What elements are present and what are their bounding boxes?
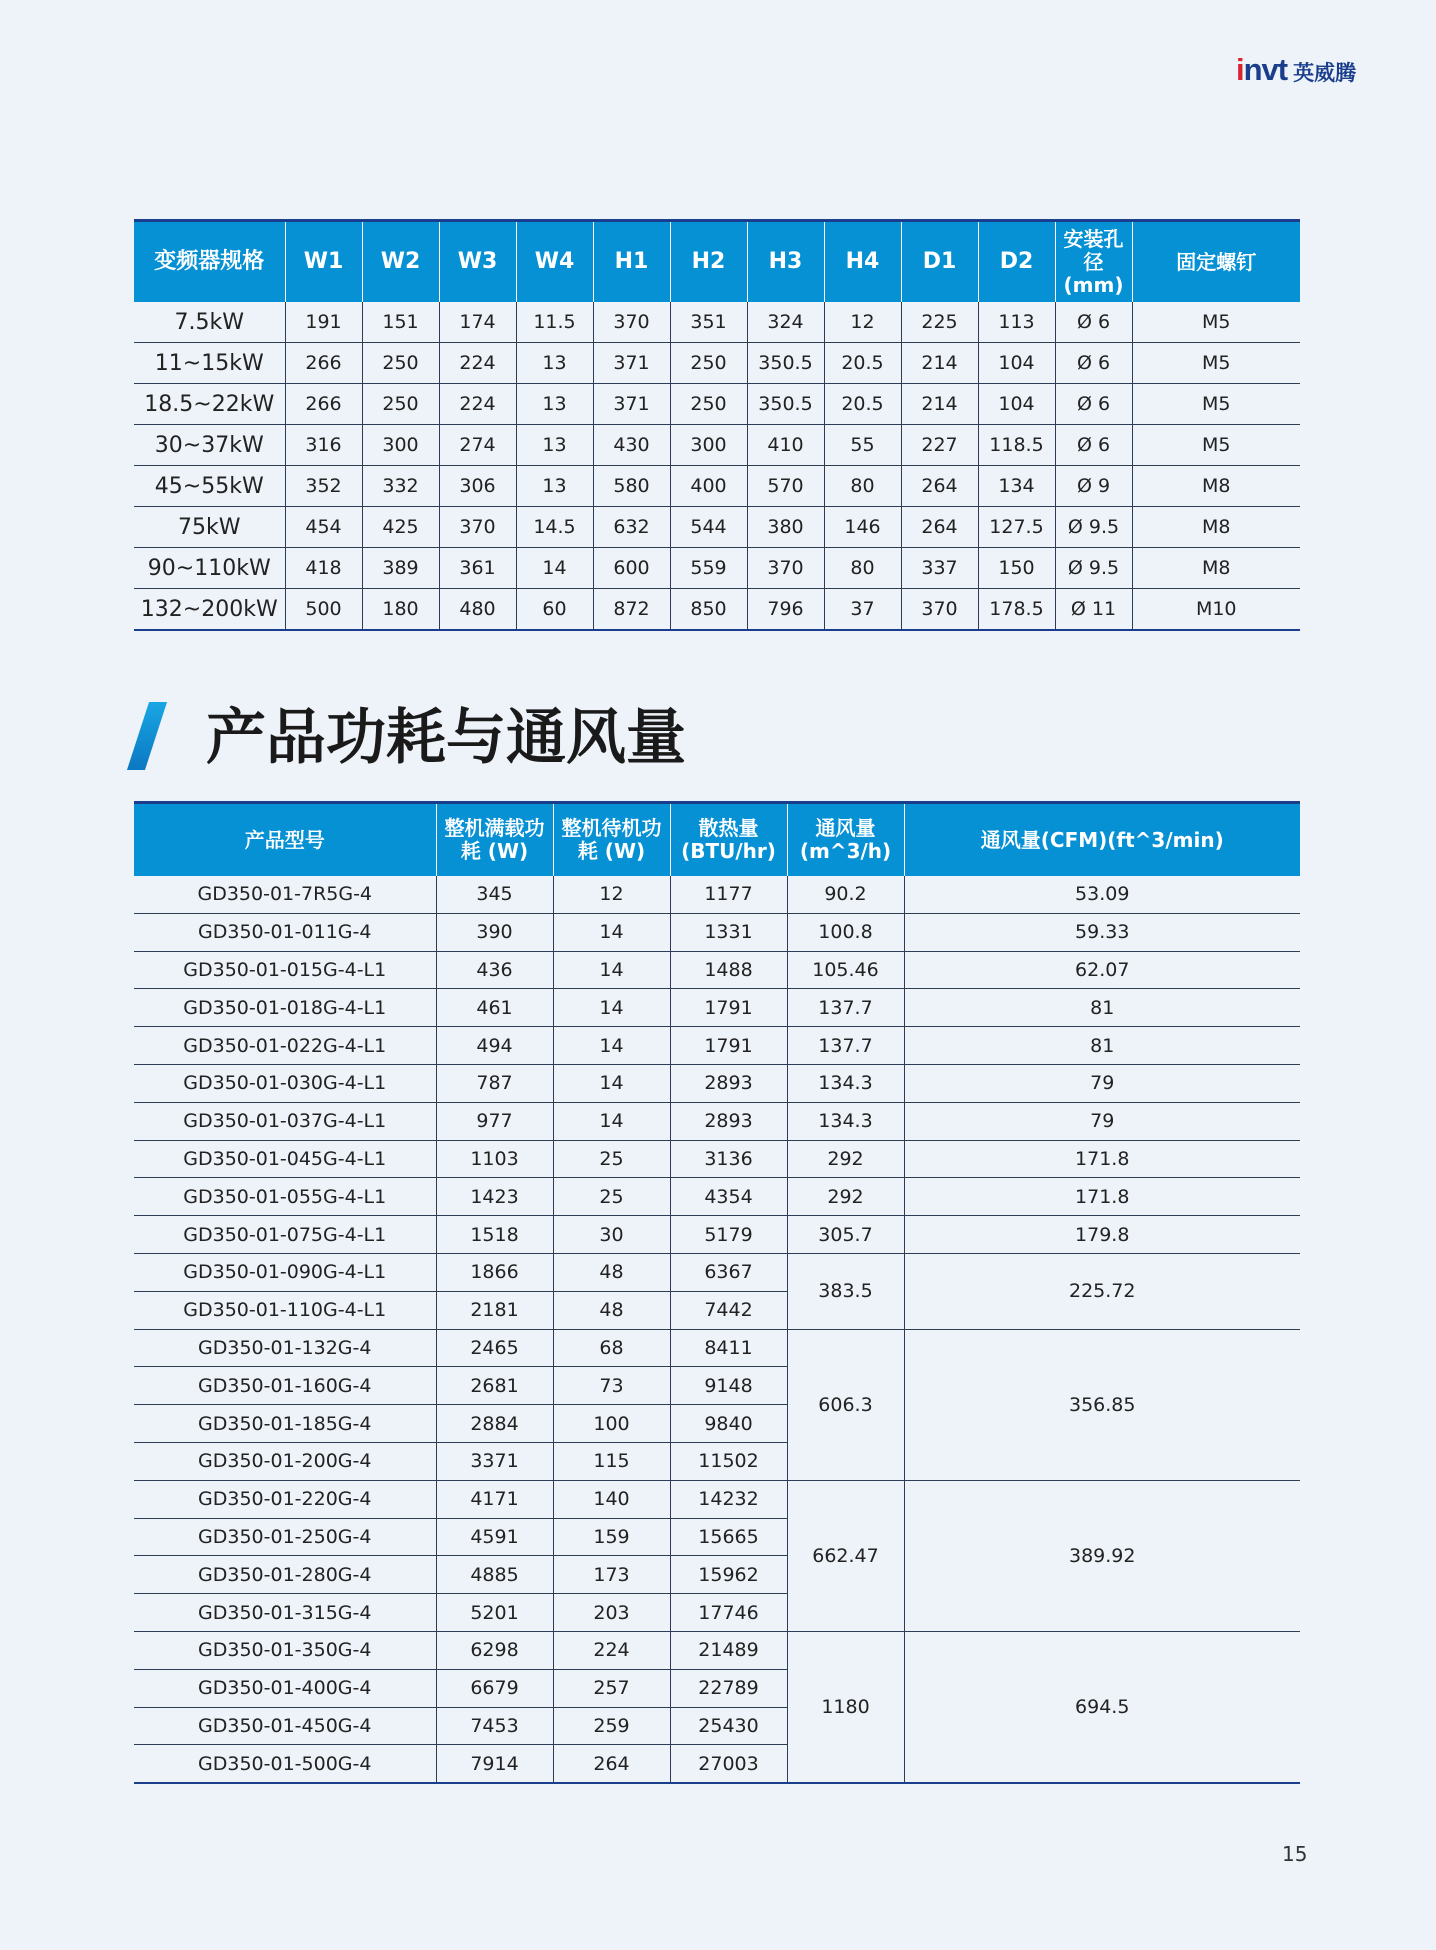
spec-cell: 370 — [901, 589, 978, 631]
spec-cell: 306 — [439, 466, 516, 507]
spec-table-row — [134, 548, 1300, 589]
power-header-cell: 整机待机功耗 (W) — [553, 803, 670, 877]
spec-cell: 113 — [978, 302, 1055, 343]
power-cell: 4885 — [436, 1556, 553, 1594]
power-cell: 15665 — [670, 1518, 787, 1556]
spec-cell: 80 — [824, 548, 901, 589]
power-table-row — [134, 1329, 1300, 1367]
spec-cell: 337 — [901, 548, 978, 589]
airflow-cfm-cell: 59.33 — [904, 913, 1300, 951]
spec-cell: 264 — [901, 466, 978, 507]
product-model: GD350-01-022G-4-L1 — [134, 1027, 436, 1065]
spec-table-row — [134, 302, 1300, 343]
airflow-cfm-cell: 81 — [904, 1027, 1300, 1065]
spec-cell: 214 — [901, 343, 978, 384]
spec-cell: 13 — [516, 466, 593, 507]
spec-cell: 13 — [516, 343, 593, 384]
spec-cell: M8 — [1132, 548, 1300, 589]
spec-cell: 250 — [670, 343, 747, 384]
product-model: GD350-01-018G-4-L1 — [134, 989, 436, 1027]
spec-header-cell: D1 — [901, 221, 978, 303]
power-cell: 461 — [436, 989, 553, 1027]
spec-cell: Ø 11 — [1055, 589, 1132, 631]
spec-cell: 480 — [439, 589, 516, 631]
power-cell: 73 — [553, 1367, 670, 1405]
spec-cell: 264 — [901, 507, 978, 548]
brand-name-cn: 英威腾 — [1293, 61, 1357, 85]
power-cell: 2893 — [670, 1102, 787, 1140]
spec-cell: 380 — [747, 507, 824, 548]
product-model: GD350-01-015G-4-L1 — [134, 951, 436, 989]
power-cell: 25430 — [670, 1707, 787, 1745]
airflow-m3h-cell: 1180 — [787, 1631, 904, 1783]
airflow-cfm-cell: 81 — [904, 989, 1300, 1027]
power-cell: 15962 — [670, 1556, 787, 1594]
airflow-m3h-cell: 383.5 — [787, 1253, 904, 1329]
airflow-m3h-cell: 90.2 — [787, 876, 904, 913]
spec-header-cell: W3 — [439, 221, 516, 303]
power-cell: 1103 — [436, 1140, 553, 1178]
power-table-row — [134, 989, 1300, 1027]
spec-cell: 559 — [670, 548, 747, 589]
power-airflow-table — [134, 801, 1300, 1784]
airflow-m3h-cell: 100.8 — [787, 913, 904, 951]
spec-cell: Ø 6 — [1055, 425, 1132, 466]
spec-cell: M8 — [1132, 466, 1300, 507]
product-model: GD350-01-160G-4 — [134, 1367, 436, 1405]
spec-header-cell: 固定螺钉 — [1132, 221, 1300, 303]
power-cell: 173 — [553, 1556, 670, 1594]
spec-cell: 80 — [824, 466, 901, 507]
power-table-row — [134, 951, 1300, 989]
spec-cell: 37 — [824, 589, 901, 631]
spec-cell: 570 — [747, 466, 824, 507]
spec-cell: Ø 9 — [1055, 466, 1132, 507]
spec-cell: 11.5 — [516, 302, 593, 343]
airflow-cfm-cell: 694.5 — [904, 1631, 1300, 1783]
power-header-cell: 产品型号 — [134, 803, 436, 877]
power-cell: 4591 — [436, 1518, 553, 1556]
spec-cell: 350.5 — [747, 384, 824, 425]
spec-power-rating: 90~110kW — [134, 548, 285, 589]
spec-power-rating: 7.5kW — [134, 302, 285, 343]
spec-cell: Ø 6 — [1055, 384, 1132, 425]
airflow-m3h-cell: 105.46 — [787, 951, 904, 989]
page-number: 15 — [1282, 1842, 1308, 1866]
power-cell: 1791 — [670, 989, 787, 1027]
spec-cell: Ø 6 — [1055, 302, 1132, 343]
product-model: GD350-01-200G-4 — [134, 1442, 436, 1480]
spec-header-cell: 变频器规格 — [134, 221, 285, 303]
airflow-m3h-cell: 305.7 — [787, 1216, 904, 1254]
power-table-row — [134, 1064, 1300, 1102]
spec-cell: 371 — [593, 384, 670, 425]
power-header-cell: 通风量(CFM)(ft^3/min) — [904, 803, 1300, 877]
spec-cell: 389 — [362, 548, 439, 589]
spec-cell: 332 — [362, 466, 439, 507]
spec-cell: M5 — [1132, 343, 1300, 384]
power-cell: 48 — [553, 1291, 670, 1329]
spec-cell: 250 — [362, 384, 439, 425]
power-cell: 68 — [553, 1329, 670, 1367]
power-cell: 9840 — [670, 1405, 787, 1443]
power-cell: 494 — [436, 1027, 553, 1065]
spec-cell: 361 — [439, 548, 516, 589]
airflow-m3h-cell: 662.47 — [787, 1480, 904, 1631]
product-model: GD350-01-030G-4-L1 — [134, 1064, 436, 1102]
airflow-cfm-cell: 171.8 — [904, 1178, 1300, 1216]
power-cell: 345 — [436, 876, 553, 913]
power-cell: 27003 — [670, 1745, 787, 1783]
spec-cell: 12 — [824, 302, 901, 343]
power-cell: 977 — [436, 1102, 553, 1140]
spec-cell: M8 — [1132, 507, 1300, 548]
spec-cell: 250 — [670, 384, 747, 425]
power-cell: 1518 — [436, 1216, 553, 1254]
spec-cell: 20.5 — [824, 384, 901, 425]
spec-power-rating: 132~200kW — [134, 589, 285, 631]
product-model: GD350-01-400G-4 — [134, 1669, 436, 1707]
power-cell: 264 — [553, 1745, 670, 1783]
spec-cell: 425 — [362, 507, 439, 548]
power-cell: 7442 — [670, 1291, 787, 1329]
spec-table-row — [134, 343, 1300, 384]
power-header-cell: 通风量(m^3/h) — [787, 803, 904, 877]
power-table-row — [134, 1216, 1300, 1254]
spec-cell: 20.5 — [824, 343, 901, 384]
spec-cell: 500 — [285, 589, 362, 631]
spec-table-row — [134, 384, 1300, 425]
airflow-m3h-cell: 606.3 — [787, 1329, 904, 1480]
power-table-row — [134, 876, 1300, 913]
spec-cell: 224 — [439, 343, 516, 384]
spec-cell: 410 — [747, 425, 824, 466]
spec-cell: 300 — [670, 425, 747, 466]
spec-cell: 225 — [901, 302, 978, 343]
spec-cell: 14 — [516, 548, 593, 589]
spec-cell: M5 — [1132, 384, 1300, 425]
power-table-row — [134, 1027, 1300, 1065]
spec-cell: 370 — [747, 548, 824, 589]
spec-power-rating: 30~37kW — [134, 425, 285, 466]
spec-cell: 352 — [285, 466, 362, 507]
power-cell: 1177 — [670, 876, 787, 913]
product-model: GD350-01-280G-4 — [134, 1556, 436, 1594]
airflow-cfm-cell: 79 — [904, 1102, 1300, 1140]
spec-cell: 227 — [901, 425, 978, 466]
power-table-row — [134, 1102, 1300, 1140]
section-title: 产品功耗与通风量 — [206, 703, 686, 773]
spec-cell: 544 — [670, 507, 747, 548]
power-cell: 2893 — [670, 1064, 787, 1102]
power-cell: 21489 — [670, 1631, 787, 1669]
spec-cell: 266 — [285, 343, 362, 384]
spec-cell: 150 — [978, 548, 1055, 589]
power-cell: 22789 — [670, 1669, 787, 1707]
airflow-cfm-cell: 79 — [904, 1064, 1300, 1102]
airflow-cfm-cell: 356.85 — [904, 1329, 1300, 1480]
power-cell: 1866 — [436, 1253, 553, 1291]
airflow-m3h-cell: 134.3 — [787, 1064, 904, 1102]
airflow-cfm-cell: 179.8 — [904, 1216, 1300, 1254]
spec-cell: 134 — [978, 466, 1055, 507]
product-model: GD350-01-037G-4-L1 — [134, 1102, 436, 1140]
power-cell: 100 — [553, 1405, 670, 1443]
product-model: GD350-01-132G-4 — [134, 1329, 436, 1367]
spec-cell: 632 — [593, 507, 670, 548]
airflow-cfm-cell: 171.8 — [904, 1140, 1300, 1178]
spec-table-header-row — [134, 221, 1300, 303]
power-cell: 2681 — [436, 1367, 553, 1405]
power-cell: 1488 — [670, 951, 787, 989]
brand-wordmark: invt — [1236, 52, 1288, 87]
spec-cell: 418 — [285, 548, 362, 589]
spec-cell: 146 — [824, 507, 901, 548]
power-cell: 25 — [553, 1178, 670, 1216]
product-model: GD350-01-250G-4 — [134, 1518, 436, 1556]
power-cell: 224 — [553, 1631, 670, 1669]
spec-cell: 55 — [824, 425, 901, 466]
power-cell: 4171 — [436, 1480, 553, 1518]
spec-header-cell: H2 — [670, 221, 747, 303]
spec-cell: 400 — [670, 466, 747, 507]
spec-header-cell: H4 — [824, 221, 901, 303]
product-model: GD350-01-7R5G-4 — [134, 876, 436, 913]
spec-cell: Ø 9.5 — [1055, 548, 1132, 589]
spec-header-cell: W1 — [285, 221, 362, 303]
product-model: GD350-01-450G-4 — [134, 1707, 436, 1745]
spec-cell: M5 — [1132, 425, 1300, 466]
airflow-m3h-cell: 292 — [787, 1178, 904, 1216]
power-cell: 14 — [553, 1064, 670, 1102]
section-accent-slash — [127, 702, 167, 770]
product-model: GD350-01-110G-4-L1 — [134, 1291, 436, 1329]
spec-cell: 454 — [285, 507, 362, 548]
spec-cell: 104 — [978, 384, 1055, 425]
spec-cell: 180 — [362, 589, 439, 631]
airflow-m3h-cell: 134.3 — [787, 1102, 904, 1140]
spec-header-cell: W2 — [362, 221, 439, 303]
power-cell: 6298 — [436, 1631, 553, 1669]
spec-cell: M5 — [1132, 302, 1300, 343]
product-model: GD350-01-055G-4-L1 — [134, 1178, 436, 1216]
spec-cell: 300 — [362, 425, 439, 466]
spec-cell: 104 — [978, 343, 1055, 384]
power-cell: 6679 — [436, 1669, 553, 1707]
product-model: GD350-01-045G-4-L1 — [134, 1140, 436, 1178]
power-cell: 7453 — [436, 1707, 553, 1745]
power-cell: 140 — [553, 1480, 670, 1518]
power-cell: 14 — [553, 989, 670, 1027]
spec-header-cell: H3 — [747, 221, 824, 303]
power-cell: 48 — [553, 1253, 670, 1291]
spec-cell: 13 — [516, 425, 593, 466]
spec-power-rating: 45~55kW — [134, 466, 285, 507]
power-cell: 9148 — [670, 1367, 787, 1405]
spec-cell: 370 — [439, 507, 516, 548]
dimension-spec-table — [134, 219, 1300, 631]
spec-cell: 316 — [285, 425, 362, 466]
power-header-cell: 整机满载功耗 (W) — [436, 803, 553, 877]
power-cell: 5179 — [670, 1216, 787, 1254]
power-cell: 11502 — [670, 1442, 787, 1480]
power-cell: 3136 — [670, 1140, 787, 1178]
spec-cell: 178.5 — [978, 589, 1055, 631]
spec-cell: 850 — [670, 589, 747, 631]
power-cell: 2465 — [436, 1329, 553, 1367]
power-cell: 7914 — [436, 1745, 553, 1783]
product-model: GD350-01-011G-4 — [134, 913, 436, 951]
brand-logo — [1236, 52, 1356, 88]
power-cell: 14 — [553, 1102, 670, 1140]
spec-cell: 872 — [593, 589, 670, 631]
spec-cell: 371 — [593, 343, 670, 384]
spec-cell: 350.5 — [747, 343, 824, 384]
spec-header-cell: 安装孔径(mm) — [1055, 221, 1132, 303]
spec-cell: 118.5 — [978, 425, 1055, 466]
spec-cell: 266 — [285, 384, 362, 425]
airflow-m3h-cell: 137.7 — [787, 989, 904, 1027]
power-cell: 1423 — [436, 1178, 553, 1216]
airflow-cfm-cell: 62.07 — [904, 951, 1300, 989]
power-cell: 2181 — [436, 1291, 553, 1329]
spec-cell: 224 — [439, 384, 516, 425]
power-cell: 259 — [553, 1707, 670, 1745]
spec-header-cell: D2 — [978, 221, 1055, 303]
spec-header-cell: W4 — [516, 221, 593, 303]
power-cell: 12 — [553, 876, 670, 913]
spec-power-rating: 75kW — [134, 507, 285, 548]
airflow-cfm-cell: 53.09 — [904, 876, 1300, 913]
spec-cell: 351 — [670, 302, 747, 343]
power-cell: 436 — [436, 951, 553, 989]
power-cell: 1331 — [670, 913, 787, 951]
power-cell: 3371 — [436, 1442, 553, 1480]
product-model: GD350-01-220G-4 — [134, 1480, 436, 1518]
product-model: GD350-01-315G-4 — [134, 1594, 436, 1632]
spec-table-row — [134, 507, 1300, 548]
power-table-row — [134, 1140, 1300, 1178]
power-table-row — [134, 913, 1300, 951]
power-cell: 30 — [553, 1216, 670, 1254]
spec-cell: 580 — [593, 466, 670, 507]
power-table-row — [134, 1480, 1300, 1518]
power-cell: 1791 — [670, 1027, 787, 1065]
spec-header-cell: H1 — [593, 221, 670, 303]
spec-cell: 13 — [516, 384, 593, 425]
spec-cell: 60 — [516, 589, 593, 631]
spec-cell: 14.5 — [516, 507, 593, 548]
spec-cell: 600 — [593, 548, 670, 589]
power-cell: 25 — [553, 1140, 670, 1178]
spec-cell: Ø 9.5 — [1055, 507, 1132, 548]
product-model: GD350-01-090G-4-L1 — [134, 1253, 436, 1291]
power-cell: 4354 — [670, 1178, 787, 1216]
airflow-cfm-cell: 389.92 — [904, 1480, 1300, 1631]
spec-table-row — [134, 466, 1300, 507]
power-cell: 14 — [553, 1027, 670, 1065]
spec-cell: 214 — [901, 384, 978, 425]
power-header-cell: 散热量(BTU/hr) — [670, 803, 787, 877]
power-cell: 14 — [553, 951, 670, 989]
spec-cell: M10 — [1132, 589, 1300, 631]
spec-cell: 127.5 — [978, 507, 1055, 548]
product-model: GD350-01-350G-4 — [134, 1631, 436, 1669]
spec-table-row — [134, 589, 1300, 631]
power-cell: 17746 — [670, 1594, 787, 1632]
power-cell: 203 — [553, 1594, 670, 1632]
spec-cell: Ø 6 — [1055, 343, 1132, 384]
power-cell: 6367 — [670, 1253, 787, 1291]
spec-cell: 796 — [747, 589, 824, 631]
airflow-m3h-cell: 137.7 — [787, 1027, 904, 1065]
spec-cell: 324 — [747, 302, 824, 343]
power-cell: 14 — [553, 913, 670, 951]
power-cell: 159 — [553, 1518, 670, 1556]
product-model: GD350-01-075G-4-L1 — [134, 1216, 436, 1254]
power-cell: 8411 — [670, 1329, 787, 1367]
power-cell: 115 — [553, 1442, 670, 1480]
spec-cell: 370 — [593, 302, 670, 343]
airflow-cfm-cell: 225.72 — [904, 1253, 1300, 1329]
product-model: GD350-01-500G-4 — [134, 1745, 436, 1783]
power-cell: 14232 — [670, 1480, 787, 1518]
power-cell: 390 — [436, 913, 553, 951]
power-cell: 2884 — [436, 1405, 553, 1443]
product-model: GD350-01-185G-4 — [134, 1405, 436, 1443]
power-table-row — [134, 1631, 1300, 1669]
spec-cell: 430 — [593, 425, 670, 466]
spec-cell: 191 — [285, 302, 362, 343]
spec-cell: 151 — [362, 302, 439, 343]
power-cell: 787 — [436, 1064, 553, 1102]
spec-cell: 274 — [439, 425, 516, 466]
spec-table-row — [134, 425, 1300, 466]
power-table-header-row — [134, 803, 1300, 877]
spec-cell: 250 — [362, 343, 439, 384]
power-cell: 5201 — [436, 1594, 553, 1632]
spec-power-rating: 18.5~22kW — [134, 384, 285, 425]
power-table-row — [134, 1178, 1300, 1216]
power-table-row — [134, 1253, 1300, 1291]
power-cell: 257 — [553, 1669, 670, 1707]
spec-cell: 174 — [439, 302, 516, 343]
spec-power-rating: 11~15kW — [134, 343, 285, 384]
airflow-m3h-cell: 292 — [787, 1140, 904, 1178]
